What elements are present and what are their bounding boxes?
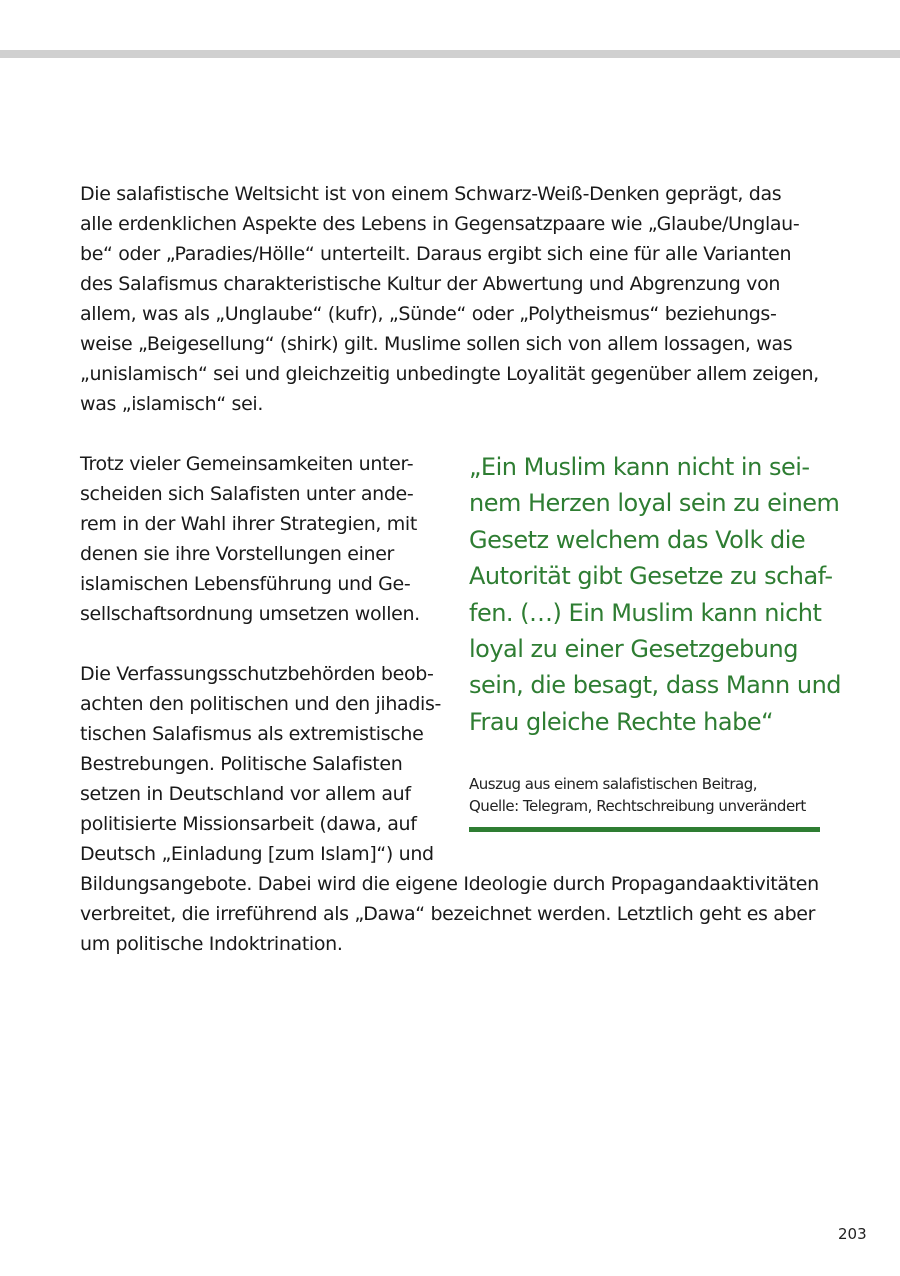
text-line: Die salafistische Weltsicht ist von einem Schwarz-Weiß-Denken geprägt, das bbox=[80, 183, 782, 205]
text-line: politisierte Missionsarbeit (dawa, auf bbox=[80, 813, 417, 835]
text-line: rem in der Wahl ihrer Strategien, mit bbox=[80, 513, 417, 535]
caption-line: Quelle: Telegram, Rechtschreibung unverändert bbox=[469, 797, 806, 815]
text-line: allem, was als „Unglaube“ (kufr), „Sünde“ oder „Polytheismus“ beziehungs- bbox=[80, 303, 777, 325]
page-number: 203 bbox=[838, 1225, 867, 1243]
text-line: was „islamisch“ sei. bbox=[80, 393, 264, 415]
text-line: alle erdenklichen Aspekte des Lebens in Gegensatzpaare wie „Glaube/Unglau- bbox=[80, 213, 800, 235]
text-line: Bildungsangebote. Dabei wird die eigene Ideologie durch Propagandaaktivitäten bbox=[80, 873, 819, 895]
text-line: be“ oder „Paradies/Hölle“ unterteilt. Daraus ergibt sich eine für alle Varianten bbox=[80, 243, 792, 265]
text-line: des Salafismus charakteristische Kultur der Abwertung und Abgrenzung von bbox=[80, 273, 781, 295]
text-line: um politische Indoktrination. bbox=[80, 933, 343, 955]
quote-line: sein, die besagt, dass Mann und bbox=[469, 671, 842, 700]
quote-line: fen. (…) Ein Muslim kann nicht bbox=[469, 598, 822, 627]
quote-line: Gesetz welchem das Volk die bbox=[469, 525, 806, 554]
quote-line: Frau gleiche Rechte habe“ bbox=[469, 707, 774, 736]
caption-line: Auszug aus einem salafistischen Beitrag, bbox=[469, 775, 758, 793]
text-line: sellschaftsordnung umsetzen wollen. bbox=[80, 603, 420, 625]
quote-line: loyal zu einer Gesetzgebung bbox=[469, 635, 798, 664]
text-line: islamischen Lebensführung und Ge- bbox=[80, 573, 411, 595]
quote-line: „Ein Muslim kann nicht in sei- bbox=[469, 453, 810, 481]
authorities-paragraph bbox=[80, 659, 441, 869]
quote-line: Autorität gibt Gesetze zu schaf- bbox=[469, 562, 833, 591]
text-line: tischen Salafismus als extremistische bbox=[80, 723, 424, 745]
strategies-paragraph bbox=[80, 449, 420, 629]
text-line: „unislamisch“ sei und gleichzeitig unbedingte Loyalität gegenüber allem zeigen, bbox=[80, 363, 819, 385]
text-line: denen sie ihre Vorstellungen einer bbox=[80, 543, 394, 565]
text-line: achten den politischen und den jihadis- bbox=[80, 693, 442, 715]
text-line: Die Verfassungsschutzbehörden beob- bbox=[80, 663, 434, 685]
quote-line: nem Herzen loyal sein zu einem bbox=[469, 489, 840, 518]
text-line: weise „Beigesellung“ (shirk) gilt. Muslime sollen sich von allem lossagen, was bbox=[80, 333, 793, 355]
text-line: verbreitet, die irreführend als „Dawa“ bezeichnet werden. Letztlich geht es aber bbox=[80, 903, 816, 925]
intro-paragraph bbox=[80, 179, 819, 419]
text-line: setzen in Deutschland vor allem auf bbox=[80, 783, 411, 805]
text-line: Trotz vieler Gemeinsamkeiten unter- bbox=[80, 453, 414, 475]
closing-paragraph bbox=[80, 869, 819, 959]
quote-caption bbox=[469, 773, 806, 817]
top-rule bbox=[0, 50, 900, 58]
text-line: Bestrebungen. Politische Salafisten bbox=[80, 753, 403, 775]
text-line: Deutsch „Einladung [zum Islam]“) und bbox=[80, 843, 434, 865]
quote-underline-rule bbox=[469, 827, 820, 832]
pull-quote bbox=[469, 449, 841, 740]
text-line: scheiden sich Salafisten unter ande- bbox=[80, 483, 414, 505]
